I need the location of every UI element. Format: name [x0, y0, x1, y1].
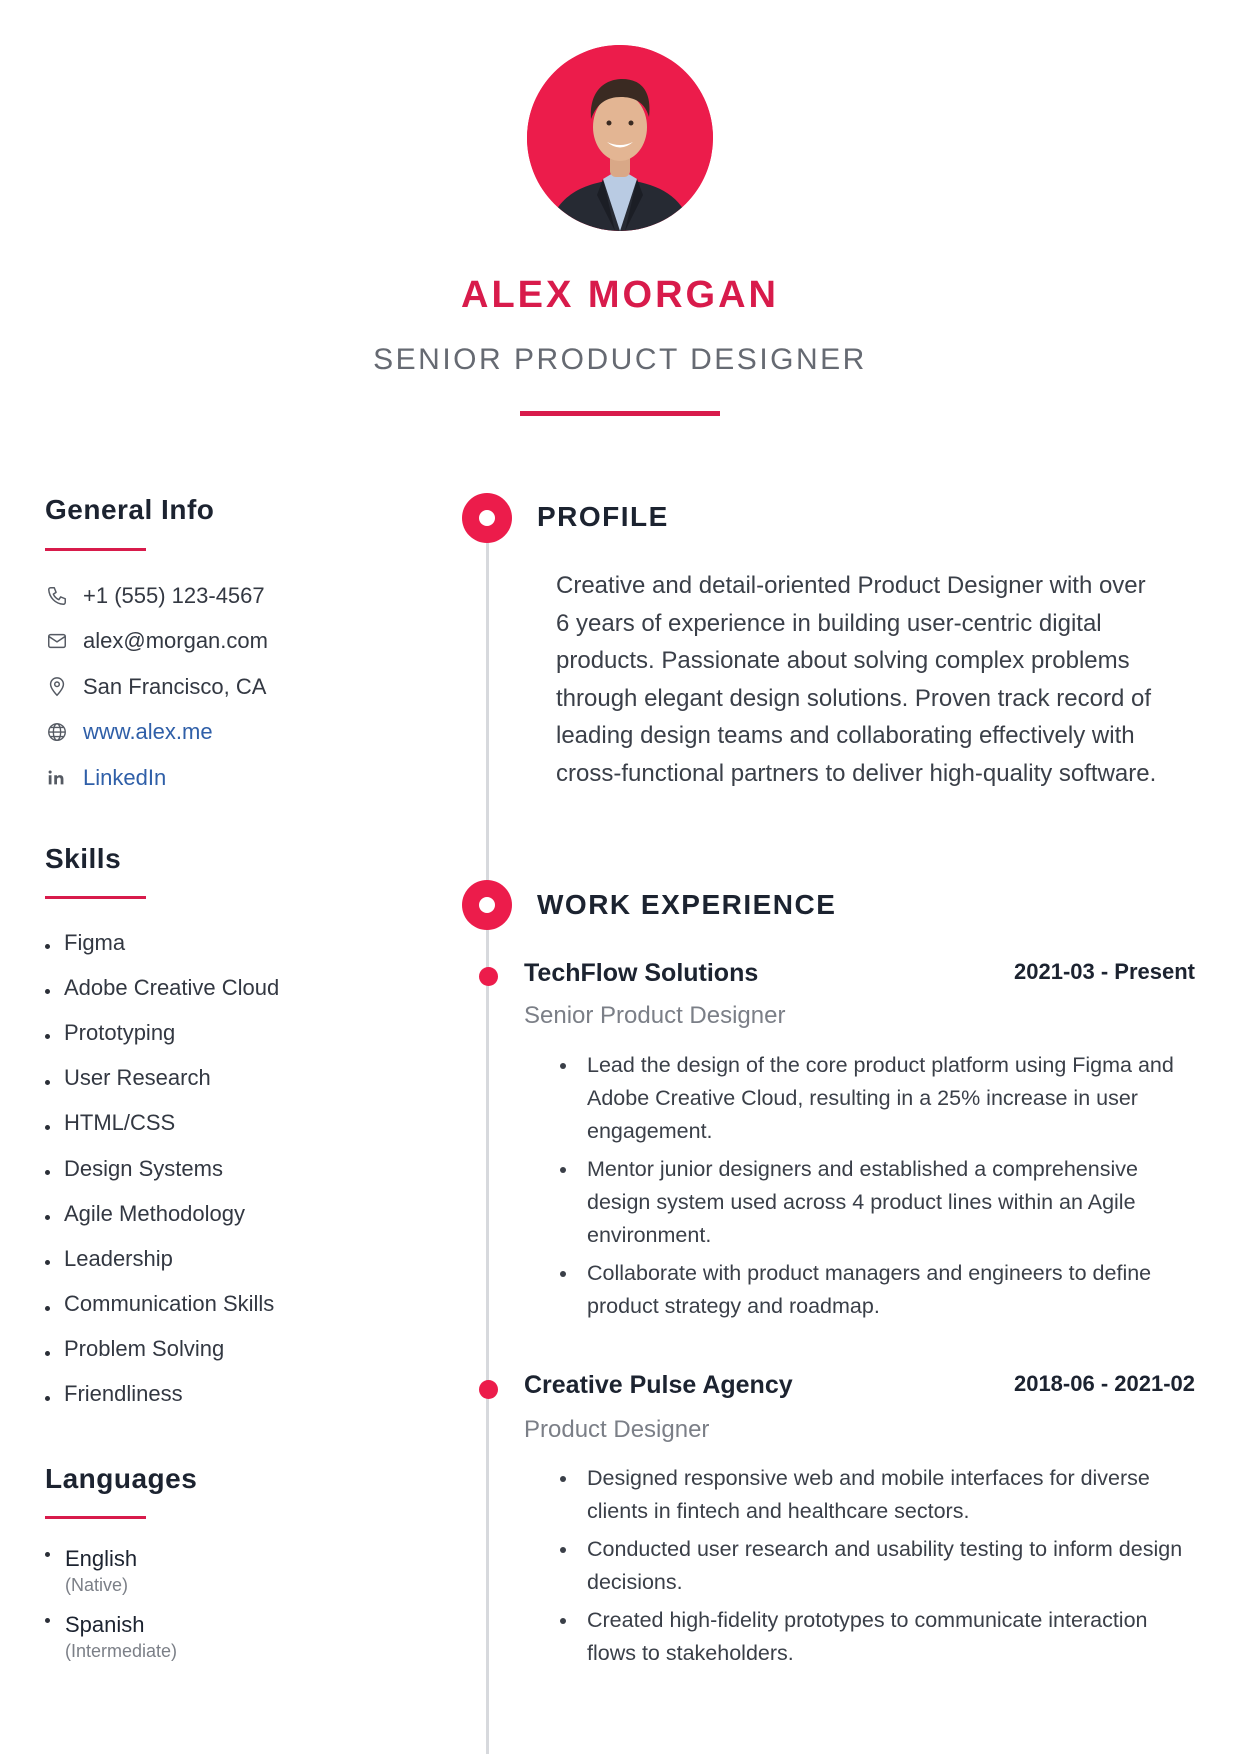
bullet-icon [45, 1306, 50, 1311]
achievement-item: Conducted user research and usability testing to inform design decisions. [558, 1533, 1190, 1599]
job-dates: 2018-06 - 2021-02 [1013, 1371, 1195, 1396]
language-level: (Intermediate) [65, 1641, 178, 1661]
bullet-icon [45, 944, 50, 949]
contact-linkedin[interactable] [45, 755, 268, 801]
website-link[interactable]: www.alex.me [83, 719, 213, 745]
achievement-item: Designed responsive web and mobile interfaces for diverse clients in fintech and healthcare sectors. [558, 1462, 1190, 1528]
globe-icon [45, 720, 69, 744]
candidate-name: ALEX MORGAN [461, 274, 779, 316]
job-company: Creative Pulse Agency [524, 1371, 793, 1399]
skill-item [45, 1101, 279, 1146]
skill-item [45, 1327, 279, 1372]
languages-heading: Languages [45, 1463, 198, 1494]
achievement-item: Created high-fidelity prototypes to communicate interaction flows to stakeholders. [558, 1604, 1190, 1670]
job-timeline-dot [479, 1380, 498, 1399]
header-divider [520, 411, 720, 416]
profile-photo-icon [527, 45, 713, 231]
skill-label: Agile Methodology [64, 1200, 246, 1226]
skill-label: Design Systems [64, 1155, 223, 1181]
skill-item [45, 920, 279, 965]
bullet-icon [45, 1396, 50, 1401]
contact-phone [45, 573, 268, 619]
skill-label: Figma [64, 929, 126, 955]
skill-item [45, 1146, 279, 1191]
bullet-icon [45, 1170, 50, 1175]
profile-timeline-node [462, 493, 512, 543]
job-role: Senior Product Designer [524, 1002, 786, 1029]
skill-label: Problem Solving [64, 1336, 225, 1362]
language-name: English [65, 1546, 138, 1571]
bullet-icon [45, 1034, 50, 1039]
language-name: Spanish [65, 1612, 145, 1637]
contact-location [45, 664, 268, 710]
skill-label: HTML/CSS [64, 1110, 176, 1136]
linkedin-link[interactable]: LinkedIn [83, 764, 167, 790]
job-dates: 2021-03 - Present [1014, 959, 1195, 984]
job-achievements [558, 1462, 1190, 1675]
bullet-icon [45, 1125, 50, 1130]
skill-label: Communication Skills [64, 1291, 275, 1317]
skill-item [45, 1191, 279, 1236]
skill-label: Adobe Creative Cloud [64, 974, 280, 1000]
profile-summary: Creative and detail-oriented Product Designer with over 6 years of experience in building user-centric digital products. Passionate about solving complex problems through elegant design solutions. Proven track record of leading design teams and collaborating effectively with cross-functional partners to deliver high-quality software. [556, 572, 1157, 787]
contact-email [45, 619, 268, 665]
achievement-item: Collaborate with product managers and engineers to define product strategy and roadmap. [558, 1257, 1190, 1323]
bullet-icon [45, 1080, 50, 1085]
bullet-icon [45, 1618, 50, 1623]
achievement-item: Lead the design of the core product platform using Figma and Adobe Creative Cloud, resulting in a 25% increase in user engagement. [558, 1049, 1190, 1148]
location-text: San Francisco, CA [83, 673, 267, 699]
linkedin-icon [45, 766, 69, 790]
contact-list [45, 573, 268, 801]
general-info-heading: General Info [45, 494, 215, 525]
skill-label: Prototyping [64, 1019, 176, 1045]
skill-item [45, 1282, 279, 1327]
skill-item [45, 1236, 279, 1281]
location-pin-icon [45, 675, 69, 699]
skill-item [45, 1056, 279, 1101]
general-info-divider [45, 548, 146, 551]
bullet-icon [45, 1552, 50, 1557]
contact-website[interactable] [45, 710, 268, 756]
skill-label: User Research [64, 1065, 211, 1091]
timeline-line [486, 520, 489, 1754]
experience-timeline-node [462, 880, 512, 930]
job-role: Product Designer [524, 1416, 710, 1443]
email-address: alex@morgan.com [83, 628, 268, 654]
job-timeline-dot [479, 967, 498, 986]
job-company: TechFlow Solutions [524, 959, 759, 987]
job-achievements [558, 1049, 1190, 1328]
bullet-icon [45, 989, 50, 994]
bullet-icon [45, 1215, 50, 1220]
languages-divider [45, 1516, 146, 1519]
profile-heading: PROFILE [537, 501, 669, 532]
experience-heading: WORK EXPERIENCE [537, 889, 837, 920]
language-item [45, 1545, 177, 1597]
skill-label: Friendliness [64, 1381, 183, 1407]
achievement-item: Mentor junior designers and established a comprehensive design system used across 4 product lines within an Agile environment. [558, 1153, 1190, 1252]
candidate-title: SENIOR PRODUCT DESIGNER [373, 343, 867, 376]
language-item [45, 1611, 177, 1663]
languages-list [45, 1545, 177, 1677]
phone-icon [45, 584, 69, 608]
skills-heading: Skills [45, 843, 122, 874]
avatar [527, 45, 713, 231]
language-level: (Native) [65, 1575, 129, 1595]
phone-number: +1 (555) 123-4567 [83, 582, 265, 608]
skill-item [45, 1372, 279, 1417]
skill-item [45, 1010, 279, 1055]
bullet-icon [45, 1351, 50, 1356]
skills-divider [45, 896, 146, 899]
skills-list [45, 920, 279, 1417]
mail-icon [45, 629, 69, 653]
bullet-icon [45, 1260, 50, 1265]
skill-label: Leadership [64, 1245, 173, 1271]
skill-item [45, 965, 279, 1010]
